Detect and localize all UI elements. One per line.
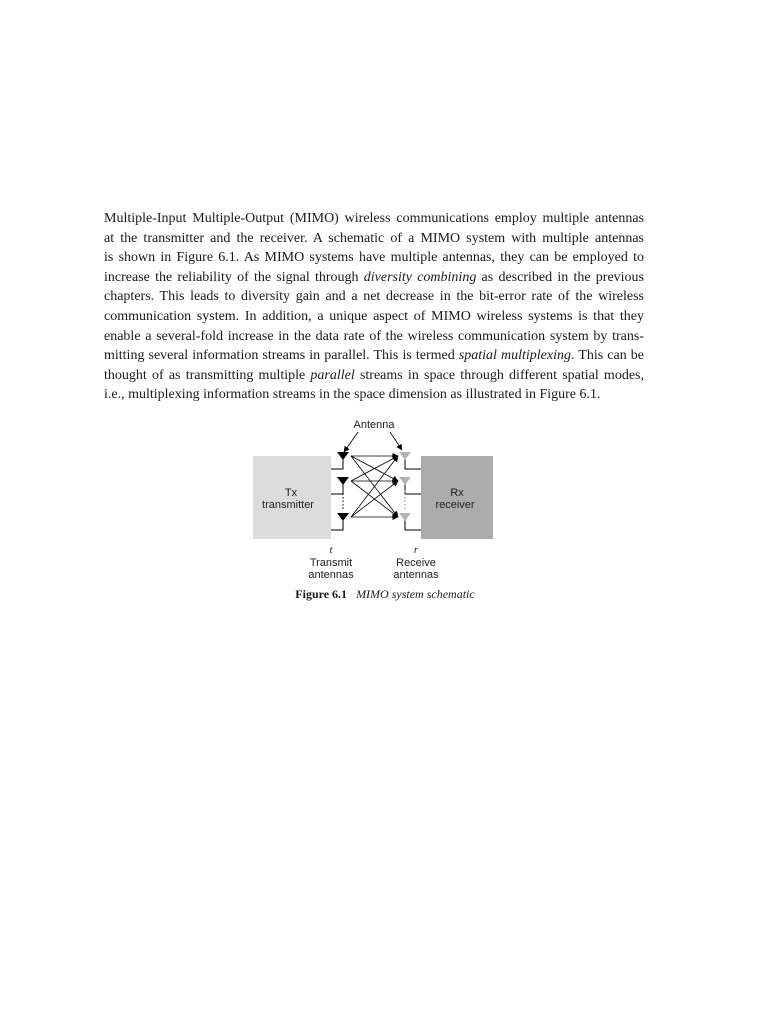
tx-feed-line — [331, 519, 343, 530]
tx-feed-line — [331, 483, 343, 494]
text-line: enable a several-fold increase in the data rate of the wireless communication system by trans- — [104, 328, 644, 344]
tx-subtitle: transmitter — [262, 499, 314, 511]
text-line: Multiple-Input Multiple-Output (MIMO) wireless communications employ multiple antennas — [104, 211, 644, 226]
emphasis-parallel: parallel — [310, 367, 355, 383]
t-symbol: t — [329, 544, 333, 556]
text-line — [104, 268, 644, 288]
channel-paths — [351, 456, 398, 517]
rx-antenna-icon — [399, 452, 411, 460]
tx-antenna-icon — [337, 513, 349, 521]
body-paragraph — [104, 209, 644, 405]
figure-caption-title: MIMO system schematic — [356, 587, 475, 601]
text-run: as described in the previous — [476, 269, 644, 285]
r-symbol: r — [413, 544, 419, 556]
text-line: chapters. This leads to diversity gain and a net decrease in the bit-error rate of the wireless — [104, 289, 644, 305]
figure-caption-label: Figure 6.1 — [295, 587, 348, 601]
text-run: increase the reliability of the signal through — [104, 269, 364, 285]
text-line: is shown in Figure 6.1. As MIMO systems have multiple antennas, they can be employed to — [104, 250, 644, 266]
receive-antennas-label-line1: Receive — [396, 557, 436, 569]
text-line: communication system. In addition, a unique aspect of MIMO wireless systems is that they — [104, 308, 644, 324]
rx-antenna-icon — [399, 477, 411, 485]
text-line: at the transmitter and the receiver. A schematic of a MIMO system with multiple antennas — [104, 230, 644, 246]
transmit-antennas-label-line2: antennas — [308, 569, 354, 581]
tx-title: Tx — [284, 487, 298, 499]
receive-antennas-label-line2: antennas — [393, 569, 439, 581]
mimo-schematic-figure — [240, 412, 530, 612]
antenna-label: Antenna — [353, 419, 395, 431]
text-line: i.e., multiplexing information streams in the space dimension as illustrated in Figure 6.1. — [104, 387, 601, 403]
antenna-pointer-arrow — [390, 432, 402, 450]
tx-antenna-icon — [337, 477, 349, 485]
text-run: mitting several information streams in parallel. This is termed — [104, 348, 459, 364]
antenna-pointer-arrow — [344, 432, 358, 452]
rx-subtitle: receiver — [435, 499, 475, 511]
emphasis-spatial-multiplexing: spatial multiplexing — [458, 348, 571, 364]
figure-caption — [240, 587, 530, 602]
tx-antenna-icon — [337, 452, 349, 460]
emphasis-diversity-combining: diversity combining — [363, 269, 477, 285]
transmit-antennas-label-line1: Transmit — [309, 557, 353, 569]
text-line — [104, 346, 644, 366]
text-run: streams in space through different spatial modes, — [354, 367, 644, 383]
tx-feed-line — [331, 458, 343, 469]
rx-antenna-icon — [399, 513, 411, 521]
text-run: . This can be — [571, 348, 644, 364]
text-line — [104, 366, 644, 386]
rx-feed-line — [405, 483, 421, 494]
rx-feed-line — [405, 458, 421, 469]
rx-title: Rx — [450, 487, 464, 499]
text-run: thought of as transmitting multiple — [104, 367, 311, 383]
rx-feed-line — [405, 519, 421, 530]
